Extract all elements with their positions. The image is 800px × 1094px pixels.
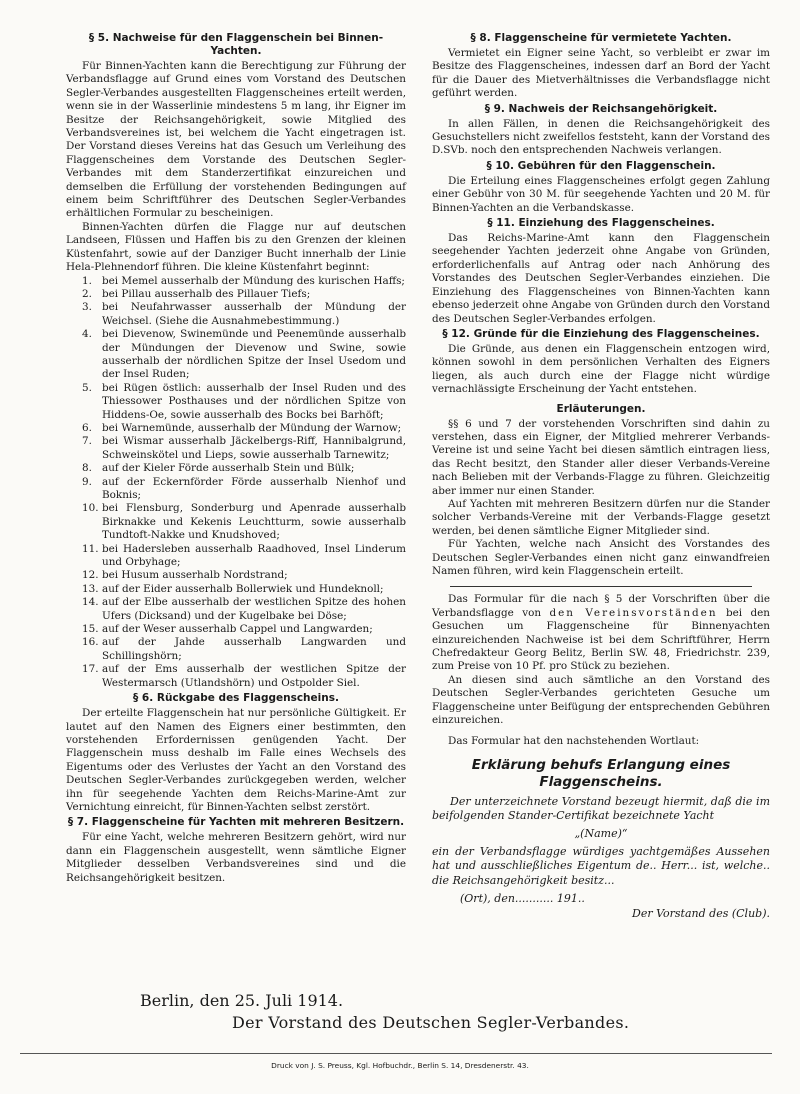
list-item-number: 7.: [82, 435, 92, 448]
explanations-paragraph-3: Für Yachten, welche nach Ansicht des Vorstandes des Deutschen Segler-Verbandes einen nicht ganz einwandfreien Namen führen, wird kein Flaggenschein erteilt.: [432, 538, 770, 577]
list-item-text: bei Wismar ausserhalb Jäckelbergs-Riff, Hannibalgrund, Schweinskötel und Lieps, sowie ausserhalb Tarnewitz;: [102, 435, 406, 461]
list-item: [66, 476, 406, 503]
section-8-heading: § 8. Flaggenscheine für vermietete Yachten.: [470, 32, 732, 44]
list-item-number: 16.: [82, 636, 99, 649]
form-info-text-a: Das Formular für die nach § 5 der Vorschriften über die Verbandsflagge von: [432, 593, 770, 619]
section-10-heading: § 10. Gebühren für den Flaggenschein.: [486, 159, 716, 172]
list-item-text: auf der Kieler Förde ausserhalb Stein und Bülk;: [102, 462, 355, 475]
list-item: [66, 569, 406, 582]
explanations-heading: Erläuterungen.: [556, 402, 646, 415]
list-item-number: 6.: [82, 421, 92, 434]
list-item: [66, 502, 406, 542]
section-7-paragraph: Für eine Yacht, welche mehreren Besitzern gehört, wird nur dann ein Flaggenschein ausgestellt, wenn sämtliche Eigner Mitglieder desselben Verbandsvereines sind und die Reichsangehörigkeit besitzen.: [66, 831, 406, 884]
list-item-text: bei Flensburg, Sonderburg und Apenrade ausserhalb Birknakke und Kekenis Leuchtturm, sowie ausserhalb Tundtoft-Nakke und Knudshoved;: [102, 502, 406, 542]
list-item-number: 11.: [82, 542, 99, 555]
section-5-paragraph-2: Binnen-Yachten dürfen die Flagge nur auf deutschen Landseen, Flüssen und Haffen bis zu den Grenzen der kleinen Küstenfahrt, sowie auf der Danziger Bucht innerhalb der Linie Hela-Plehnendorf führen. Die kleine Küstenfahrt beginnt:: [66, 220, 406, 274]
list-item: [66, 543, 406, 570]
list-item: [66, 596, 406, 623]
list-item-number: 14.: [82, 596, 99, 609]
form-info-paragraph: [432, 593, 770, 673]
form-wording-intro: Das Formular hat den nachstehenden Wortlaut:: [448, 735, 700, 748]
declaration-paragraph-2: ein der Verbandsflagge würdiges yachtgemäßes Aussehen hat und ausschließliches Eigentum de.. Herr... ist, welche.. die Reichsangehörigkeit besitz...: [432, 844, 770, 887]
list-item-text: auf der Weser ausserhalb Cappel und Langwarden;: [102, 623, 373, 636]
form-info-text-c: bei den Gesuchen um Flaggenscheine für Binnenyachten einzureichenden Nachweise ist bei dem Schriftführer, Herrn Chefredakteur Georg Belitz, Berlin SW. 48, Friedrichstr. 239, zum Preise von 10 Pf. pro Stück zu beziehen.: [432, 606, 770, 673]
list-item-text: bei Warnemünde, ausserhalb der Mündung der Warnow;: [102, 421, 402, 434]
list-item-text: auf der Eider ausserhalb Bollerwiek und Hundeknoll;: [102, 582, 384, 595]
list-item-number: 12.: [82, 569, 99, 582]
divider-line: [450, 586, 752, 587]
list-item-number: 13.: [82, 582, 99, 595]
list-item-text: bei Husum ausserhalb Nordstrand;: [102, 569, 288, 582]
declaration-yacht-name: „(Name)“: [574, 827, 628, 841]
list-item-text: bei Dievenow, Swinemünde und Peenemünde ausserhalb der Mündungen der Dievenow und Swine, sowie ausserhalb der nördlichen Spitze der Insel Usedom und der Insel Ruden;: [102, 328, 406, 381]
declaration-paragraph-1: Der unterzeichnete Vorstand bezeugt hiermit, daß die im beifolgenden Stander-Certifikat bezeichnete Yacht: [432, 794, 770, 823]
section-11-heading: § 11. Einziehung des Flaggenscheines.: [487, 217, 715, 230]
section-6-paragraph: Der erteilte Flaggenschein hat nur persönliche Gültigkeit. Er lautet auf den Namen des Eigners einer bestimmten, den vorstehenden Erfordernissen genügenden Yacht. Der Flaggenschein muss deshalb im Falle eines Wechsels des Eigentums oder des Verlustes der Yacht an den Vorstand des Deutschen Segler-Verbandes zurückgegeben werden, welcher ihn für seegehende Yachten dem Reichs-Marine-Amt zur Vernichtung einreicht, für Binnen-Yachten selbst zerstört.: [66, 707, 406, 813]
list-item-text: bei Memel ausserhalb der Mündung des kurischen Haffs;: [102, 274, 405, 287]
section-11-paragraph: Das Reichs-Marine-Amt kann den Flaggenschein seegehender Yachten jederzeit ohne Angabe von Gründen, erforderlichenfalls auf Antrag oder nach Anhörung des Vorstandes des Deutschen Segler-Verbandes einziehen. Die Einziehung des Flaggenscheines von Binnen-Yachten kann ebenso jederzeit ohne Angabe von Gründen durch den Vorstand des Deutschen Segler-Verbandes erfolgen.: [432, 232, 770, 325]
list-item-number: 8.: [82, 462, 92, 475]
signing-date: Berlin, den 25. Juli 1914.: [140, 991, 344, 1010]
list-item: [66, 288, 406, 301]
list-item: [66, 422, 406, 435]
list-item-text: auf der Ems ausserhalb der westlichen Spitze der Westermarsch (Utlandshörn) und Ostpolder Siel.: [102, 663, 406, 689]
list-item-text: bei Hadersleben ausserhalb Raadhoved, Insel Linderum und Orbyhage;: [102, 542, 406, 569]
section-6-heading: § 6. Rückgabe des Flaggenscheins.: [133, 692, 339, 705]
list-item-number: 4.: [82, 328, 92, 341]
list-item-text: auf der Eckernförder Förde ausserhalb Nienhof und Boknis;: [102, 475, 406, 501]
list-item: [66, 382, 406, 422]
section-10-paragraph: Die Erteilung eines Flaggenscheines erfolgt gegen Zahlung einer Gebühr von 30 M. für seegehende Yachten und 20 M. für Binnen-Yachten an die Verbandskasse.: [432, 174, 770, 214]
section-9-paragraph: In allen Fällen, in denen die Reichsangehörigkeit des Gesuchstellers nicht zweifellos feststeht, kann der Vorstand des D.SVb. noch den entsprechenden Nachweis verlangen.: [432, 117, 770, 157]
list-item: [66, 435, 406, 462]
list-item: [66, 275, 406, 288]
list-item-number: 5.: [82, 381, 92, 394]
list-item-text: bei Pillau ausserhalb des Pillauer Tiefs;: [102, 287, 311, 300]
list-item-text: auf der Jahde ausserhalb Langwarden und Schillingshörn;: [102, 636, 406, 662]
declaration-title: Erklärung behufs Erlangung eines Flaggenscheins.: [471, 756, 731, 790]
form-submission-paragraph: An diesen sind auch sämtliche an den Vorstand des Deutschen Segler-Verbandes gerichteten Gesuche um Flaggenscheine unter Beifügung der entsprechenden Gebühren einzureichen.: [432, 673, 770, 727]
footer-rule: [20, 1053, 772, 1054]
section-5-heading: § 5. Nachweise für den Flaggenschein bei Binnen-Yachten.: [88, 32, 384, 57]
left-column: [66, 30, 406, 885]
declaration-signature: Der Vorstand des (Club).: [632, 907, 770, 921]
section-7-heading: § 7. Flaggenscheine für Yachten mit mehreren Besitzern.: [67, 816, 405, 829]
section-5-paragraph-1: Für Binnen-Yachten kann die Berechtigung zur Führung der Verbandsflagge auf Grund eines vom Vorstand des Deutschen Segler-Verbandes ausgestellten Flaggenscheines erteilt werden, wenn sie in der Wasserlinie mindestens 5 m lang, ihr Eigner im Besitze der Reichsangehörigkeit, sowie Mitglied des Verbandsvereines ist, bei welchem die Yacht eingetragen ist. Der Vorstand dieses Vereins hat das Gesuch um Verleihung des Flaggenscheines dem Vorstande des Deutschen Segler-Verbandes mit dem Standerzertifikat einzureichen und demselben die Erfüllung der vorstehenden Bedingungen auf einem beim Schriftführer des Deutschen Segler-Verbandes erhältlichen Formular zu bescheinigen.: [66, 60, 406, 220]
list-item: [66, 328, 406, 382]
explanations-paragraph-2: Auf Yachten mit mehreren Besitzern dürfen nur die Stander solcher Verbands-Vereine mit der Verbands-Flagge gesetzt werden, bei denen sämtliche Eigner Mitglieder sind.: [432, 497, 770, 537]
list-item: [66, 301, 406, 328]
list-item: [66, 583, 406, 596]
list-item-text: auf der Elbe ausserhalb der westlichen Spitze des hohen Ufers (Dicksand) und der Kugelbake bei Döse;: [102, 596, 406, 622]
coastal-limits-list: [66, 275, 406, 691]
section-12-paragraph: Die Gründe, aus denen ein Flaggenschein entzogen wird, können sowohl in dem persönlichen Verhalten des Eigners liegen, als auch durch eine der Flagge nicht würdige vernachlässigte Erscheinung der Yacht entstehen.: [432, 342, 770, 396]
section-12-heading: § 12. Gründe für die Einziehung des Flaggenscheines.: [442, 327, 760, 340]
list-item-text: bei Neufahrwasser ausserhalb der Mündung der Weichsel. (Siehe die Ausnahmebestimmung.): [102, 301, 406, 327]
list-item: [66, 623, 406, 636]
section-9-heading: § 9. Nachweis der Reichsangehörigkeit.: [484, 102, 718, 115]
list-item-number: 10.: [82, 502, 99, 515]
list-item-number: 1.: [82, 274, 92, 287]
list-item-number: 3.: [82, 301, 92, 314]
right-column: [432, 30, 770, 922]
list-item: [66, 663, 406, 690]
signing-board: Der Vorstand des Deutschen Segler-Verbandes.: [232, 1013, 630, 1032]
list-item: [66, 462, 406, 475]
explanations-paragraph-1: §§ 6 und 7 der vorstehenden Vorschriften sind dahin zu verstehen, dass ein Eigner, der Mitglied mehrerer Verbands-Vereine ist und seine Yacht bei diesen sämtlich eintragen liess, das Recht besitzt, den Stander aller dieser Verbands-Vereine nach Belieben mit der Verbands-Flagge zu führen. Gleichzeitig aber immer nur einen Stander.: [432, 417, 770, 497]
form-info-text-spaced: den Vereinsvorständen: [549, 606, 718, 619]
declaration-place-date: (Ort), den........... 191..: [460, 892, 585, 906]
list-item-number: 17.: [82, 663, 99, 676]
list-item-number: 15.: [82, 623, 99, 636]
list-item-number: 2.: [82, 287, 92, 300]
list-item-text: bei Rügen östlich: ausserhalb der Insel Ruden und des Thiessower Posthauses und der nördlichen Spitze von Hiddens-Oe, sowie ausserhalb des Bocks bei Barhöft;: [102, 381, 406, 421]
list-item-number: 9.: [82, 475, 92, 488]
section-8-paragraph: Vermietet ein Eigner seine Yacht, so verbleibt er zwar im Besitze des Flaggenscheines, indessen darf an Bord der Yacht für die Dauer des Mietverhältnisses die Verbandsflagge nicht geführt werden.: [432, 47, 770, 100]
list-item: [66, 636, 406, 663]
printer-imprint: Druck von J. S. Preuss, Kgl. Hofbuchdr., Berlin S. 14, Dresdenerstr. 43.: [271, 1061, 529, 1070]
